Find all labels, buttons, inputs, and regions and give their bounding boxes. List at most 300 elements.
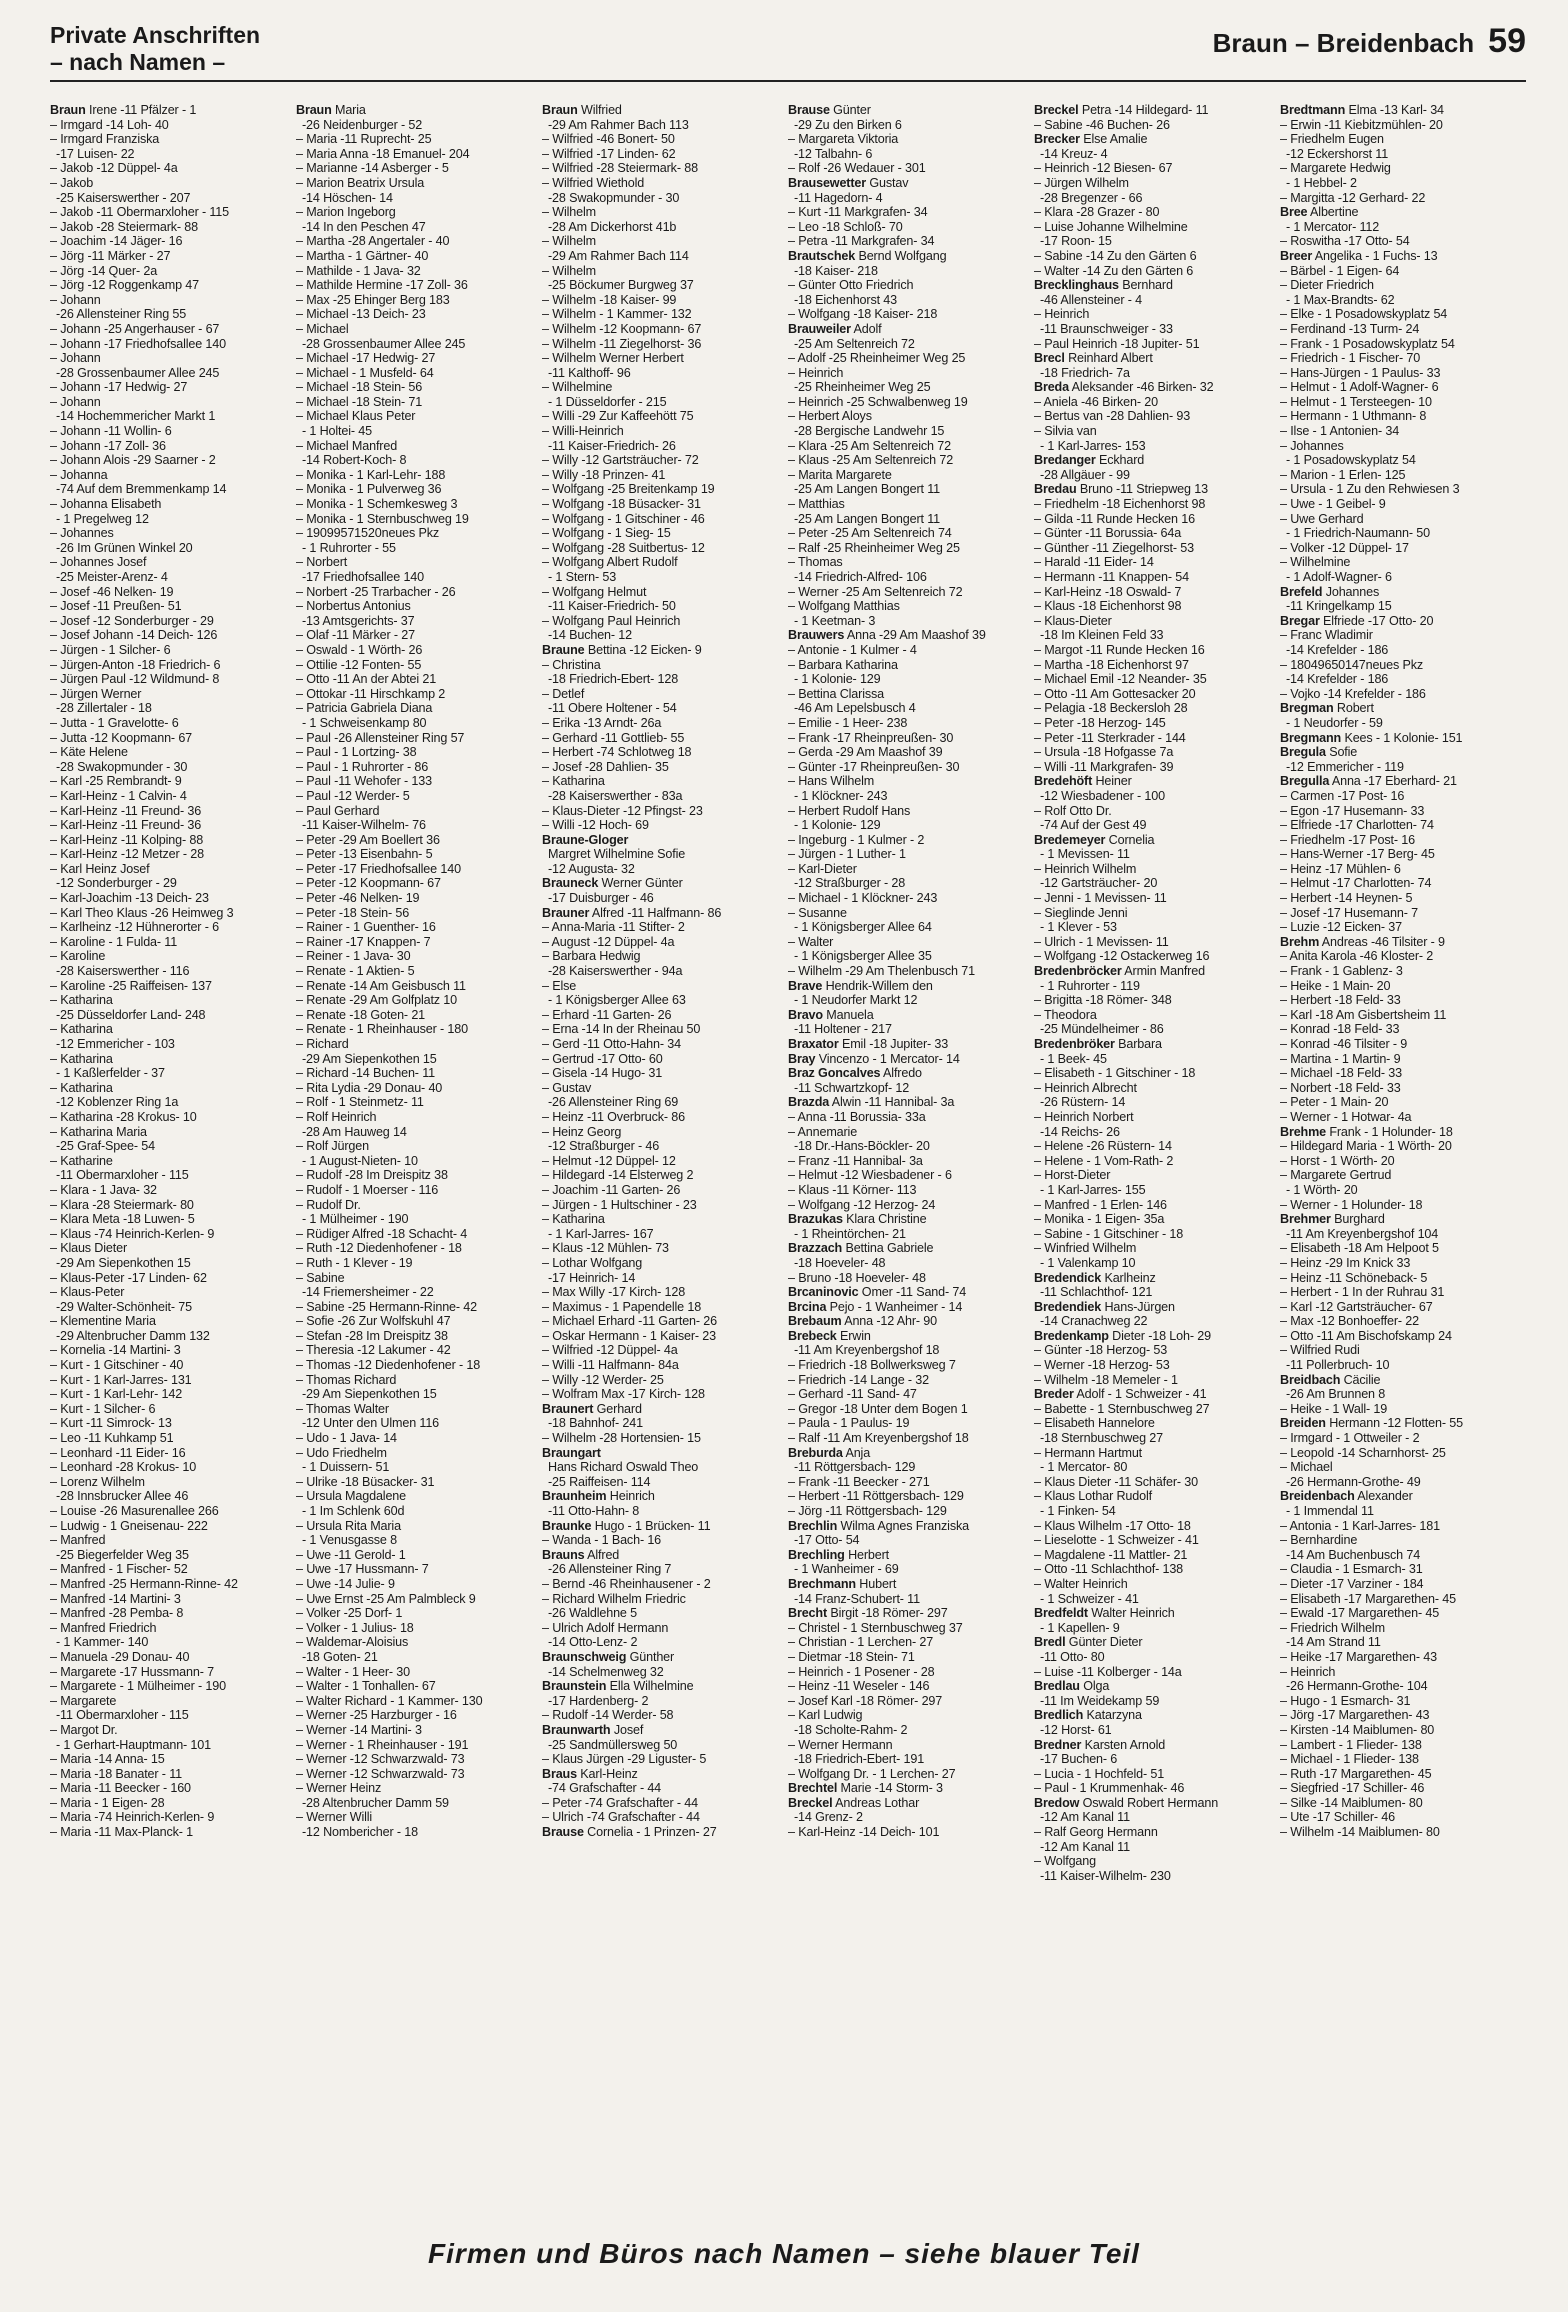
directory-entry: – Walter - 1 Heer- 30: [296, 1664, 410, 1679]
directory-entry: – Stefan -28 Im Dreispitz 38: [296, 1328, 448, 1343]
directory-entry: – Johann: [50, 292, 101, 307]
surname-heading: Braun: [542, 103, 578, 117]
directory-entry: Bredlau Olga: [1034, 1679, 1110, 1694]
directory-entry: – Uwe -11 Gerold- 1: [296, 1547, 406, 1562]
directory-entry: – Aniela -46 Birken- 20: [1034, 394, 1158, 409]
directory-entry: – Luise -11 Kolberger - 14a: [1034, 1664, 1182, 1679]
directory-entry: - 1 Klever - 53: [1040, 920, 1117, 935]
directory-entry: – Anna -11 Borussia- 33a: [788, 1109, 926, 1124]
surname-heading: Braunert: [542, 1401, 594, 1416]
directory-entry: Braunschweig Günther: [542, 1649, 675, 1664]
directory-entry: – Barbara Katharina: [788, 657, 898, 672]
directory-entry: – Michael Emil -12 Neander- 35: [1034, 672, 1207, 687]
directory-entry: -28 Am Dickerhorst 41b: [548, 219, 677, 234]
directory-entry: -11 Schlachthof- 121: [1040, 1285, 1153, 1300]
directory-entry: – Helene - 1 Vom-Rath- 2: [1034, 1153, 1174, 1168]
directory-entry: – Vojko -14 Krefelder - 186: [1280, 686, 1426, 701]
directory-entry: – Waldemar-Aloisius: [296, 1635, 409, 1650]
directory-entry: – Emilie - 1 Heer- 238: [788, 715, 908, 730]
directory-entry: – Wilfried -28 Steiermark- 88: [542, 161, 698, 176]
directory-entry: – Rudolf Dr.: [296, 1197, 361, 1212]
directory-entry: – Paul -12 Werder- 5: [296, 788, 410, 803]
directory-entry: -18 Friedrich-Ebert- 128: [548, 672, 679, 687]
surname-heading: Brebaum: [788, 1314, 842, 1329]
directory-entry: – Willy -12 Werder- 25: [542, 1372, 664, 1387]
directory-entry: - 1 Gerhart-Hauptmann- 101: [56, 1737, 211, 1752]
directory-entry: – Klaus -11 Körner- 113: [788, 1182, 917, 1197]
directory-entry: -12 Eckershorst 11: [1286, 146, 1389, 161]
directory-entry: – Frank -17 Rheinpreußen- 30: [788, 730, 954, 745]
section-title-line1: Private Anschriften: [50, 22, 261, 48]
directory-entry: – Katharina: [50, 1022, 113, 1037]
directory-entry: – Konrad -46 Tilsiter - 9: [1280, 1037, 1408, 1051]
directory-entry: – Wilhelm -28 Hortensien- 15: [542, 1431, 701, 1446]
directory-entry: – Ursula Rita Maria: [296, 1518, 401, 1533]
directory-entry: – Christian - 1 Lerchen- 27: [788, 1635, 934, 1650]
surname-heading: Breckel: [788, 1795, 833, 1810]
directory-entry: – Franc Wladimir: [1280, 628, 1373, 643]
directory-entry: – Maria -11 Max-Planck- 1: [50, 1825, 193, 1840]
directory-entry: Brecklinghaus Bernhard: [1034, 278, 1173, 293]
directory-entry: Brauner Alfred -11 Halfmann- 86: [542, 905, 722, 920]
directory-entry: – Marion - 1 Erlen- 125: [1280, 467, 1406, 482]
directory-entry: – Josef Johann -14 Deich- 126: [50, 628, 218, 643]
directory-entry: – Werner -25 Am Seltenreich 72: [788, 584, 963, 599]
directory-entry: – Frank -11 Beecker - 271: [788, 1474, 930, 1489]
directory-entry: – Helmut -12 Wiesbadener - 6: [788, 1168, 952, 1183]
directory-entry: – Otto -11 Am Gottesacker 20: [1034, 686, 1196, 701]
surname-heading: Brebeck: [788, 1328, 837, 1343]
directory-entry: – Joachim -14 Jäger- 16: [50, 234, 183, 249]
directory-entry: – Hildegard Maria - 1 Wörth- 20: [1280, 1139, 1452, 1154]
directory-entry: - 1 Keetman- 3: [794, 613, 876, 628]
directory-entry: – Frank - 1 Posadowskyplatz 54: [1280, 336, 1455, 351]
directory-entry: -28 Innsbrucker Allee 46: [56, 1489, 189, 1504]
directory-entry: - 1 Karl-Jarres- 153: [1040, 438, 1146, 453]
directory-entry: Bredemeyer Cornelia: [1034, 832, 1155, 847]
surname-heading: Braus: [542, 1766, 577, 1781]
directory-entry: -25 Biegerfelder Weg 35: [56, 1547, 189, 1562]
directory-entry: - 1 Immendal 11: [1286, 1504, 1374, 1518]
directory-entry: – Kurt - 1 Karl-Lehr- 142: [50, 1387, 183, 1402]
directory-entry: -17 Buchen- 6: [1040, 1752, 1118, 1767]
directory-entry: – Wilhelm -12 Koopmann- 67: [542, 321, 702, 336]
directory-entry: – Jutta - 1 Gravelotte- 6: [50, 715, 179, 730]
directory-entry: – Wolfgang - 1 Sieg- 15: [542, 526, 671, 541]
directory-entry: – Winfried Wilhelm: [1034, 1241, 1137, 1256]
directory-entry: – Paul - 1 Lortzing- 38: [296, 745, 417, 760]
directory-entry: – Katharina Maria: [50, 1124, 147, 1139]
directory-entry: – Karoline - 1 Fulda- 11: [50, 934, 178, 949]
directory-entry: – Johann -17 Friedhofsallee 140: [50, 336, 226, 351]
directory-entry: – 18049650147neues Pkz: [1280, 657, 1424, 672]
directory-entry: – Christina: [542, 657, 601, 672]
directory-entry: – Otto -11 Am Bischofskamp 24: [1280, 1328, 1452, 1343]
directory-entry: Breder Adolf - 1 Schweizer - 41: [1034, 1387, 1207, 1402]
directory-entry: -17 Friedhofsallee 140: [302, 570, 425, 584]
directory-columns: [50, 103, 1526, 2211]
directory-entry: - 1 Ruhrorter - 119: [1040, 978, 1140, 993]
directory-entry: -28 Swakopmunder - 30: [56, 759, 188, 774]
directory-entry: -25 Raiffeisen- 114: [548, 1474, 651, 1489]
directory-entry: – Karl-Heinz -14 Deich- 101: [788, 1825, 940, 1840]
directory-entry: – Peter - 1 Main- 20: [1280, 1095, 1389, 1110]
directory-entry: – Maria -14 Anna- 15: [50, 1752, 165, 1767]
directory-entry: – Katharina: [50, 1080, 113, 1095]
directory-entry: – Willi -29 Zur Kaffeehött 75: [542, 409, 694, 424]
directory-entry: – Johann: [50, 394, 101, 409]
surname-heading: Brecl: [1034, 351, 1065, 366]
directory-entry: – Klaus Dieter -11 Schäfer- 30: [1034, 1474, 1198, 1489]
surname-heading: Breder: [1034, 1387, 1074, 1402]
directory-entry: – Günter Otto Friedrich: [788, 278, 914, 293]
directory-entry: -11 Kalthoff- 96: [548, 365, 631, 380]
directory-entry: – Theodora: [1034, 1007, 1097, 1022]
directory-entry: -26 Im Grünen Winkel 20: [56, 540, 193, 555]
directory-entry: – Claudia - 1 Esmarch- 31: [1280, 1562, 1423, 1577]
directory-entry: -74 Auf dem Bremmenkamp 14: [56, 482, 227, 497]
directory-entry: – Wolfram Max -17 Kirch- 128: [542, 1387, 705, 1402]
directory-entry: – Josef -28 Dahlien- 35: [542, 759, 669, 774]
directory-entry: -28 Am Hauweg 14: [302, 1124, 407, 1139]
surname-heading: Brechlin: [788, 1518, 838, 1533]
directory-entry: -18 Scholte-Rahm- 2: [794, 1722, 908, 1737]
directory-entry: -14 Krefelder - 186: [1286, 642, 1389, 657]
directory-entry: -13 Amtsgerichts- 37: [302, 613, 415, 628]
directory-entry: – Peter -12 Koopmann- 67: [296, 876, 441, 891]
directory-entry: – Helene -26 Rüstern- 14: [1034, 1139, 1172, 1154]
directory-entry: – Manuela -29 Donau- 40: [50, 1649, 190, 1664]
surname-heading: Bredendick: [1034, 1270, 1102, 1285]
directory-column: [50, 103, 286, 2211]
directory-entry: Bregulla Anna -17 Eberhard- 21: [1280, 774, 1457, 789]
directory-entry: Brefeld Johannes: [1280, 584, 1380, 599]
directory-entry: -28 Allgäuer - 99: [1040, 467, 1130, 482]
directory-entry: – Carmen -17 Post- 16: [1280, 788, 1405, 803]
directory-entry: – Peter -29 Am Boellert 36: [296, 832, 440, 847]
directory-entry: Breburda Anja: [788, 1445, 871, 1460]
surname-heading: Bredenbröker: [1034, 1037, 1115, 1051]
directory-entry: – Johanna: [50, 467, 108, 482]
directory-entry: – Bernhardine: [1280, 1533, 1358, 1548]
directory-entry: – Kurt -11 Markgrafen- 34: [788, 205, 928, 220]
directory-entry: - 1 Königsberger Allee 64: [794, 920, 932, 935]
directory-entry: Brazda Alwin -11 Hannibal- 3a: [788, 1095, 955, 1110]
directory-entry: -12 Am Kanal 11: [1040, 1839, 1130, 1854]
directory-entry: – Uwe -14 Julie- 9: [296, 1576, 395, 1591]
directory-entry: – Norbert: [296, 555, 348, 570]
directory-entry: - 1 Venusgasse 8: [302, 1533, 397, 1548]
directory-entry: – Luise Johanne Wilhelmine: [1034, 219, 1188, 234]
directory-entry: – Herbert -18 Feld- 33: [1280, 993, 1401, 1008]
directory-entry: Brauneck Werner Günter: [542, 876, 683, 891]
directory-entry: -14 Friedrich-Alfred- 106: [794, 570, 927, 584]
directory-entry: – Herbert -14 Heynen- 5: [1280, 891, 1413, 906]
directory-entry: – Hans-Werner -17 Berg- 45: [1280, 847, 1435, 862]
directory-entry: – Rolf Otto Dr.: [1034, 803, 1112, 818]
directory-entry: – Anna-Maria -11 Stifter- 2: [542, 920, 685, 935]
directory-entry: – Ulrich - 1 Mevissen- 11: [1034, 934, 1169, 949]
directory-entry: -26 Waldlehne 5: [548, 1606, 637, 1621]
directory-entry: Brause Cornelia - 1 Prinzen- 27: [542, 1825, 717, 1840]
directory-entry: – Klara -28 Grazer - 80: [1034, 205, 1160, 220]
directory-entry: – Brigitta -18 Römer- 348: [1034, 993, 1172, 1008]
directory-entry: – Lieselotte - 1 Schweizer - 41: [1034, 1533, 1199, 1548]
surname-heading: Bregmann: [1280, 730, 1342, 745]
directory-entry: – Wilhelmine: [1280, 555, 1351, 570]
directory-entry: – Michael - 1 Flieder- 138: [1280, 1752, 1419, 1767]
directory-entry: – Peter -25 Am Seltenreich 74: [788, 526, 952, 541]
directory-entry: Bredenbröker Barbara: [1034, 1037, 1162, 1051]
directory-entry: – August -12 Düppel- 4a: [542, 934, 675, 949]
directory-entry: -14 Höschen- 14: [302, 190, 393, 205]
directory-entry: – Maria -74 Heinrich-Kerlen- 9: [50, 1810, 215, 1825]
directory-entry: – Sabine -14 Zu den Gärten 6: [1034, 248, 1197, 263]
directory-entry: - 1 Stern- 53: [548, 570, 617, 584]
directory-entry: – Werner - 1 Holunder- 18: [1280, 1197, 1423, 1212]
directory-entry: Bredenkamp Dieter -18 Loh- 29: [1034, 1328, 1211, 1343]
directory-entry: – Erika -13 Arndt- 26a: [542, 715, 662, 730]
directory-entry: – Michael: [296, 321, 349, 336]
surname-heading: Braungart: [542, 1445, 601, 1460]
surname-heading: Brazda: [788, 1095, 830, 1110]
directory-entry: -11 Otto-Hahn- 8: [548, 1504, 640, 1518]
directory-entry: – Heinz Georg: [542, 1124, 622, 1139]
directory-entry: – Margarete Hedwig: [1280, 161, 1391, 176]
surname-heading: Brause: [542, 1825, 584, 1840]
directory-entry: Braunwarth Josef: [542, 1722, 644, 1737]
directory-entry: – Sabine -46 Buchen- 26: [1034, 117, 1170, 132]
directory-entry: - 1 Königsberger Allee 35: [794, 949, 932, 964]
directory-entry: - 1 Schweizer - 41: [1040, 1591, 1139, 1606]
directory-entry: -14 Buchen- 12: [548, 628, 633, 643]
footer-note: Firmen und Büros nach Namen – siehe blauer Teil: [428, 2238, 1140, 2269]
directory-entry: - 1 Mercator- 80: [1040, 1460, 1128, 1475]
directory-entry: Bredlich Katarzyna: [1034, 1708, 1142, 1723]
directory-entry: -26 Rüstern- 14: [1040, 1095, 1126, 1110]
directory-entry: – Wanda - 1 Bach- 16: [542, 1533, 662, 1548]
directory-entry: -25 Meister-Arenz- 4: [56, 570, 168, 584]
directory-entry: – Kurt - 1 Gitschiner - 40: [50, 1358, 184, 1373]
directory-entry: – Jenni - 1 Mevissen- 11: [1034, 891, 1167, 906]
directory-entry: – Werner -12 Schwarzwald- 73: [296, 1752, 465, 1767]
directory-entry: – Lothar Wolfgang: [542, 1255, 643, 1270]
directory-entry: – Renate -29 Am Golfplatz 10: [296, 993, 458, 1008]
directory-entry: – Monika - 1 Sternbuschweg 19: [296, 511, 469, 526]
directory-entry: – Karl-Heinz -11 Freund- 36: [50, 818, 202, 833]
directory-entry: – Wilhelm -11 Ziegelhorst- 36: [542, 336, 702, 351]
directory-entry: – Martha - 1 Gärtner- 40: [296, 248, 429, 263]
directory-entry: – Klaus-Peter: [50, 1285, 125, 1300]
directory-entry: – Margarete Gertrud: [1280, 1168, 1392, 1183]
directory-entry: – Wilfried -12 Düppel- 4a: [542, 1343, 678, 1358]
directory-entry: – Ruth -17 Margarethen- 45: [1280, 1766, 1432, 1781]
directory-entry: – Hugo - 1 Esmarch- 31: [1280, 1693, 1411, 1708]
directory-entry: – Helmut - 1 Tersteegen- 10: [1280, 394, 1432, 409]
directory-entry: – Michael - 1 Klöckner- 243: [788, 891, 938, 906]
directory-entry: Bray Vincenzo - 1 Mercator- 14: [788, 1051, 960, 1066]
directory-entry: – Thomas Richard: [296, 1372, 397, 1387]
directory-entry: - 1 Schweisenkamp 80: [302, 715, 427, 730]
directory-entry: - 1 Finken- 54: [1040, 1504, 1116, 1518]
directory-entry: – Klara Meta -18 Luwen- 5: [50, 1212, 195, 1227]
directory-entry: – Uwe Ernst -25 Am Palmbleck 9: [296, 1591, 476, 1606]
directory-entry: -14 Kreuz- 4: [1040, 146, 1108, 161]
directory-entry: – Paul -26 Allensteiner Ring 57: [296, 730, 465, 745]
directory-entry: Bredtmann Elma -13 Karl- 34: [1280, 103, 1444, 117]
directory-entry: Brechlin Wilma Agnes Franziska: [788, 1518, 969, 1533]
directory-entry: – Jörg -11 Röttgersbach- 129: [788, 1504, 947, 1518]
directory-entry: – Jürgen - 1 Silcher- 6: [50, 642, 171, 657]
directory-entry: Brazzach Bettina Gabriele: [788, 1241, 934, 1256]
directory-entry: – Jakob -12 Düppel- 4a: [50, 161, 178, 176]
directory-entry: -11 Schwartzkopf- 12: [794, 1080, 910, 1095]
directory-entry: – Ulrich -74 Grafschafter - 44: [542, 1810, 700, 1825]
directory-entry: – Frank - 1 Gablenz- 3: [1280, 964, 1403, 979]
directory-entry: -26 Am Brunnen 8: [1286, 1387, 1386, 1402]
page-number: 59: [1488, 22, 1526, 60]
directory-entry: – Rainer -17 Knappen- 7: [296, 934, 431, 949]
directory-entry: – Silvia van: [1034, 424, 1097, 439]
directory-entry: – Hans-Jürgen - 1 Paulus- 33: [1280, 365, 1441, 380]
directory-entry: – Margot -11 Runde Hecken 16: [1034, 642, 1205, 657]
directory-entry: -25 Kaiserswerther - 207: [56, 190, 191, 205]
directory-entry: Brecker Else Amalie: [1034, 132, 1148, 147]
directory-entry: – Elisabeth -17 Margarethen- 45: [1280, 1591, 1456, 1606]
directory-entry: Bregmann Kees - 1 Kolonie- 151: [1280, 730, 1463, 745]
directory-entry: – Jakob -11 Obermarxloher - 115: [50, 205, 229, 220]
directory-entry: Braun Irene -11 Pfälzer - 1: [50, 103, 197, 117]
directory-entry: – Michael -18 Stein- 56: [296, 380, 423, 395]
directory-entry: – Michael Klaus Peter: [296, 409, 416, 424]
directory-entry: – Willi -11 Markgrafen- 39: [1034, 759, 1174, 774]
directory-entry: -28 Bregenzer - 66: [1040, 190, 1143, 205]
directory-entry: – Jürgen - 1 Hultschiner - 23: [542, 1197, 697, 1212]
directory-entry: – Josef Karl -18 Römer- 297: [788, 1693, 943, 1708]
directory-entry: – Sabine: [296, 1270, 345, 1285]
directory-entry: – Ingeburg - 1 Kulmer - 2: [788, 832, 925, 847]
directory-entry: – Maximus - 1 Papendelle 18: [542, 1299, 702, 1314]
directory-entry: – Klaus -74 Heinrich-Kerlen- 9: [50, 1226, 215, 1241]
directory-entry: – Kurt - 1 Silcher- 6: [50, 1401, 156, 1416]
directory-entry: -28 Grossenbaumer Allee 245: [56, 365, 220, 380]
directory-entry: – Mathilde - 1 Java- 32: [296, 263, 421, 278]
directory-entry: – Joachim -11 Garten- 26: [542, 1182, 681, 1197]
directory-entry: – Friedrich - 1 Fischer- 70: [1280, 351, 1421, 366]
directory-entry: - 1 Kolonie- 129: [794, 818, 881, 833]
directory-entry: Bredenbröcker Armin Manfred: [1034, 964, 1205, 979]
directory-entry: -12 Gartsträucher- 20: [1040, 876, 1158, 891]
directory-entry: – Friedhelm Eugen: [1280, 132, 1384, 147]
directory-entry: -29 Zu den Birken 6: [794, 117, 902, 132]
directory-entry: – Petra -11 Markgrafen- 34: [788, 234, 935, 249]
directory-entry: – Margareta Viktoria: [788, 132, 899, 147]
directory-entry: – Hermann - 1 Uthmann- 8: [1280, 409, 1427, 424]
directory-entry: – Leopold -14 Scharnhorst- 25: [1280, 1445, 1446, 1460]
directory-entry: – Wilhelm -18 Kaiser- 99: [542, 292, 677, 307]
directory-entry: – Paula - 1 Paulus- 19: [788, 1416, 910, 1431]
directory-entry: -12 Talbahn- 6: [794, 146, 873, 161]
directory-entry: -11 Am Kreyenbergshof 104: [1286, 1226, 1439, 1241]
directory-entry: -18 Kaiser- 218: [794, 263, 878, 278]
directory-entry: – Paul -11 Wehofer - 133: [296, 774, 432, 789]
directory-entry: – Max -25 Ehinger Berg 183: [296, 292, 450, 307]
directory-entry: Braun Wilfried: [542, 103, 622, 117]
directory-entry: – Monika - 1 Eigen- 35a: [1034, 1212, 1165, 1227]
directory-entry: Bredanger Eckhard: [1034, 453, 1145, 468]
directory-entry: – Wilhelm - 1 Kammer- 132: [542, 307, 692, 322]
directory-entry: – Else: [542, 978, 577, 993]
directory-entry: – Horst - 1 Wörth- 20: [1280, 1153, 1395, 1168]
directory-column: [542, 103, 778, 2211]
directory-entry: – Ursula Magdalene: [296, 1489, 407, 1504]
directory-entry: -26 Allensteiner Ring 69: [548, 1095, 679, 1110]
directory-entry: [542, 1446, 778, 1461]
directory-entry: -25 Am Langen Bongert 11: [794, 482, 940, 497]
directory-entry: - 1 Neudorfer Markt 12: [794, 993, 918, 1008]
directory-entry: -18 Dr.-Hans-Böckler- 20: [794, 1139, 930, 1154]
directory-entry: – Marianne -14 Asberger - 5: [296, 161, 449, 176]
directory-entry: Braunheim Heinrich: [542, 1489, 655, 1504]
directory-entry: – Wilhelm -29 Am Thelenbusch 71: [788, 964, 975, 979]
directory-entry: – Heike - 1 Wall- 19: [1280, 1401, 1388, 1416]
directory-entry: – Martina - 1 Martin- 9: [1280, 1051, 1401, 1066]
directory-entry: -14 Schelmenweg 32: [548, 1664, 664, 1679]
directory-entry: – Maria -11 Ruprecht- 25: [296, 132, 432, 147]
directory-entry: – Volker - 1 Julius- 18: [296, 1620, 414, 1635]
directory-entry: – Marion Ingeborg: [296, 205, 396, 220]
directory-entry: Brause Günter: [788, 103, 871, 117]
directory-entry: – Margot Dr.: [50, 1722, 118, 1737]
directory-entry: – Susanne: [788, 905, 847, 920]
directory-entry: – Heinrich Wilhelm: [1034, 861, 1137, 876]
directory-entry: – Manfred - 1 Fischer- 52: [50, 1562, 188, 1577]
directory-entry: -25 Am Langen Bongert 11: [794, 511, 940, 526]
surname-heading: Braunwarth: [542, 1722, 611, 1737]
directory-entry: Braunert Gerhard: [542, 1401, 642, 1416]
directory-entry: – Werner Willi: [296, 1810, 373, 1825]
directory-entry: Bregar Elfriede -17 Otto- 20: [1280, 613, 1434, 628]
directory-entry: [542, 833, 778, 848]
directory-entry: Breiden Hermann -12 Flotten- 55: [1280, 1416, 1463, 1431]
directory-entry: -29 Am Rahmer Bach 113: [548, 117, 689, 132]
surname-heading: Brehme: [1280, 1124, 1326, 1139]
directory-entry: -29 Am Siepenkothen 15: [56, 1255, 191, 1270]
directory-entry: – Leo -11 Kuhkamp 51: [50, 1431, 174, 1446]
directory-entry: – Willy -12 Gartsträucher- 72: [542, 453, 699, 468]
directory-entry: – Ludwig - 1 Gneisenau- 222: [50, 1518, 208, 1533]
directory-entry: – Walter - 1 Tonhallen- 67: [296, 1679, 436, 1694]
directory-column: [1034, 103, 1270, 2211]
directory-entry: – Herbert -11 Röttgersbach- 129: [788, 1489, 964, 1504]
directory-entry: – Michael Manfred: [296, 438, 398, 453]
directory-entry: -12 Nombericher - 18: [302, 1825, 418, 1840]
surname-heading: Braxator: [788, 1037, 839, 1051]
directory-entry: – Josef -17 Husemann- 7: [1280, 905, 1418, 920]
directory-entry: – Maria - 1 Eigen- 28: [50, 1795, 165, 1810]
surname-heading: Brcina: [788, 1299, 827, 1314]
directory-entry: -18 Im Kleinen Feld 33: [1040, 628, 1164, 643]
directory-entry: – Klaus-Dieter: [1034, 613, 1112, 628]
directory-entry: – Norbert -25 Trarbacher - 26: [296, 584, 456, 599]
directory-entry: -29 Am Siepenkothen 15: [302, 1387, 437, 1402]
directory-entry: – Heinrich -25 Schwalbenweg 19: [788, 394, 968, 409]
directory-entry: -26 Hermann-Grothe- 49: [1286, 1474, 1421, 1489]
directory-entry: – Lambert - 1 Flieder- 138: [1280, 1737, 1422, 1752]
directory-entry: – Karl-Heinz -11 Freund- 36: [50, 803, 202, 818]
surname-heading: Brauns: [542, 1547, 585, 1562]
directory-entry: Braunstein Ella Wilhelmine: [542, 1679, 694, 1694]
